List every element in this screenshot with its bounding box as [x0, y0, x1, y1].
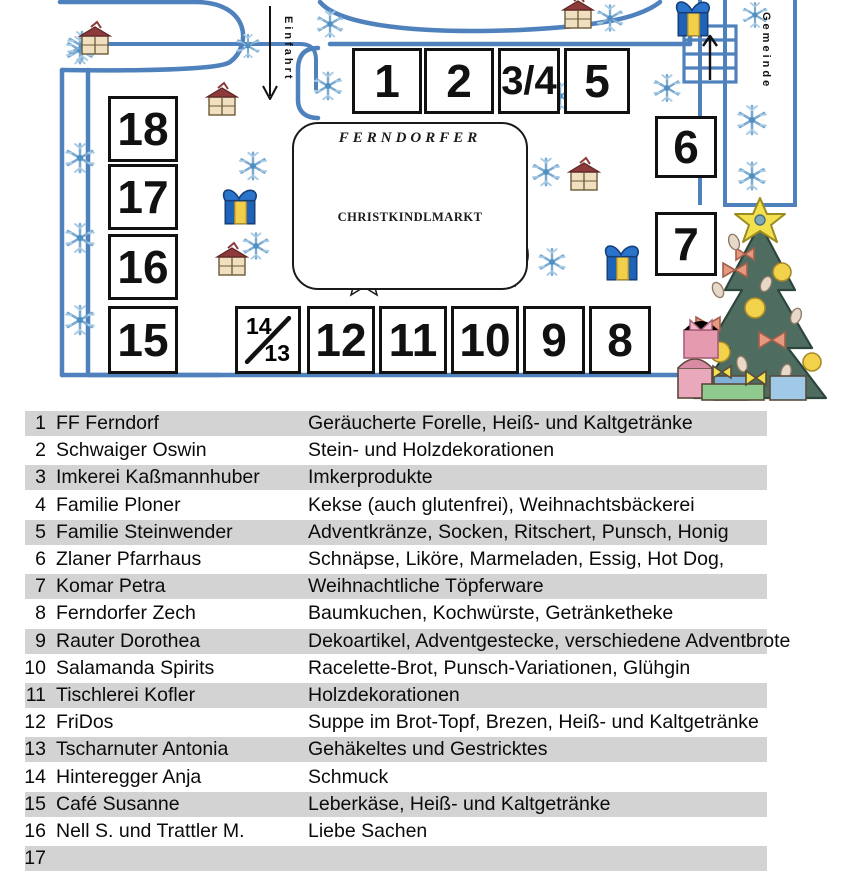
legend-row-goods: Kekse (auch glutenfrei), Weihnachtsbäckerei — [308, 493, 695, 516]
legend-row-goods: Schnäpse, Liköre, Marmeladen, Essig, Hot Dog, — [308, 548, 725, 571]
legend-row — [0, 845, 852, 872]
legend-row-goods: Stein- und Holzdekorationen — [308, 439, 555, 462]
legend-row-number: 10 — [24, 656, 46, 679]
legend-row-goods: Geräucherte Forelle, Heiß- und Kaltgetränke — [308, 412, 693, 435]
legend-row-vendor: Ferndorfer Zech — [56, 602, 196, 625]
legend-row — [0, 791, 852, 818]
stall-label-12: 12 — [315, 314, 367, 366]
legend-row-vendor: Familie Ploner — [56, 493, 181, 516]
legend-row — [0, 736, 852, 763]
stall-box-3-4[interactable] — [498, 48, 560, 114]
legend-row-number: 11 — [25, 683, 46, 706]
legend-row-number: 15 — [24, 792, 46, 815]
stall-box-1[interactable] — [352, 48, 422, 114]
stall-label-15: 15 — [117, 314, 169, 366]
legend-row — [0, 682, 852, 709]
legend-row — [0, 628, 852, 655]
legend-row — [0, 709, 852, 736]
row-shade — [25, 846, 767, 871]
legend-row-number: 9 — [35, 629, 46, 652]
legend-row-goods: Holzdekorationen — [308, 683, 460, 706]
stall-box-17[interactable] — [108, 164, 178, 230]
stall-label-17: 17 — [117, 171, 169, 223]
stall-box-10[interactable] — [451, 306, 519, 374]
stall-label-16: 16 — [117, 241, 169, 293]
legend-row-number: 16 — [24, 819, 46, 842]
legend-row — [0, 763, 852, 790]
legend-row — [0, 437, 852, 464]
stall-label-2: 2 — [446, 55, 472, 107]
market-emblem — [292, 122, 528, 290]
legend-row-number: 1 — [35, 412, 46, 435]
legend-row — [0, 655, 852, 682]
legend-row-goods: Schmuck — [308, 765, 389, 788]
emblem-brand-text: FERNDORFER — [338, 130, 482, 146]
stall-label-14: 14 — [246, 313, 272, 339]
legend-row-vendor: Tischlerei Kofler — [56, 683, 196, 706]
entrance-label: Einfahrt — [282, 16, 294, 82]
legend-row — [0, 818, 852, 845]
legend-row-vendor: FF Ferndorf — [56, 412, 159, 435]
stall-label-9: 9 — [541, 314, 567, 366]
legend-row-vendor: Komar Petra — [56, 575, 166, 598]
stall-box-12[interactable] — [307, 306, 375, 374]
legend-row-goods: Gehäkeltes und Gestricktes — [308, 738, 548, 761]
stall-legend-table — [0, 410, 852, 870]
legend-row-vendor: Schwaiger Oswin — [56, 439, 207, 462]
municipality-label: Gemeinde — [760, 12, 772, 90]
legend-row-goods: Weihnachtliche Töpferware — [308, 575, 544, 598]
stall-label-10: 10 — [459, 314, 511, 366]
legend-row-goods: Liebe Sachen — [308, 819, 428, 842]
legend-row — [0, 546, 852, 573]
stall-box-5[interactable] — [564, 48, 630, 114]
stall-box-2[interactable] — [424, 48, 494, 114]
legend-row — [0, 410, 852, 437]
legend-row-vendor: Zlaner Pfarrhaus — [56, 548, 202, 571]
stall-box-15[interactable] — [108, 306, 178, 374]
legend-row-vendor: FriDos — [56, 711, 114, 734]
legend-row-goods: Adventkränze, Socken, Ritschert, Punsch, Honig — [308, 520, 729, 543]
legend-row — [0, 464, 852, 491]
legend-row-number: 6 — [35, 548, 46, 571]
legend-row-vendor: Imkerei Kaßmannhuber — [56, 466, 260, 489]
legend-row-goods: Suppe im Brot-Topf, Brezen, Heiß- und Kaltgetränke — [308, 711, 759, 734]
stall-label-1: 1 — [374, 55, 400, 107]
legend-row-goods: Racelette-Brot, Punsch-Variationen, Glühgin — [308, 656, 691, 679]
legend-row-vendor: Nell S. und Trattler M. — [56, 819, 245, 842]
legend-row-number: 8 — [35, 602, 46, 625]
emblem-banner-text: CHRISTKINDLMARKT — [337, 210, 483, 224]
stall-label-6: 6 — [673, 121, 699, 173]
stall-label-5: 5 — [584, 55, 610, 107]
legend-row-number: 17 — [24, 847, 46, 870]
legend-row-vendor: Tscharnuter Antonia — [56, 738, 229, 761]
legend-row-goods: Leberkäse, Heiß- und Kaltgetränke — [308, 792, 611, 815]
legend-row-vendor: Familie Steinwender — [56, 520, 233, 543]
legend-row-vendor: Café Susanne — [56, 792, 180, 815]
stall-label-7: 7 — [673, 218, 699, 270]
legend-row-number: 12 — [24, 711, 46, 734]
stall-box-6[interactable] — [655, 116, 717, 178]
entrance-arrow — [263, 6, 277, 99]
stall-label-8: 8 — [607, 314, 633, 366]
stall-box-16[interactable] — [108, 234, 178, 300]
legend-row-number: 5 — [35, 520, 46, 543]
stall-box-11[interactable] — [379, 306, 447, 374]
stall-box-18[interactable] — [108, 96, 178, 162]
legend-row — [0, 492, 852, 519]
legend-row-goods: Baumkuchen, Kochwürste, Getränketheke — [308, 602, 674, 625]
stall-box-8[interactable] — [589, 306, 651, 374]
legend-row-vendor: Hinteregger Anja — [56, 765, 202, 788]
stall-label-3-4: 3/4 — [501, 59, 557, 103]
legend-row-goods: Imkerprodukte — [308, 466, 433, 489]
legend-row-number: 13 — [24, 738, 46, 761]
market-map — [0, 0, 852, 410]
stall-label-11: 11 — [388, 314, 438, 366]
legend-row-number: 3 — [35, 466, 46, 489]
legend-row — [0, 519, 852, 546]
legend-row-number: 2 — [35, 439, 46, 462]
stall-label-18: 18 — [117, 103, 169, 155]
legend-row-number: 4 — [35, 493, 46, 516]
stall-box-9[interactable] — [523, 306, 585, 374]
legend-row-vendor: Salamanda Spirits — [56, 656, 215, 679]
legend-row-goods: Dekoartikel, Adventgestecke, verschiedene Adventbrote — [308, 629, 791, 652]
legend-row — [0, 600, 852, 627]
legend-row-vendor: Rauter Dorothea — [56, 629, 201, 652]
stall-label-13: 13 — [264, 340, 290, 366]
stall-box-14-13[interactable] — [235, 306, 301, 374]
stall-box-7[interactable] — [655, 212, 717, 276]
legend-row-number: 14 — [24, 765, 46, 788]
legend-row — [0, 573, 852, 600]
legend-row-number: 7 — [35, 575, 46, 598]
